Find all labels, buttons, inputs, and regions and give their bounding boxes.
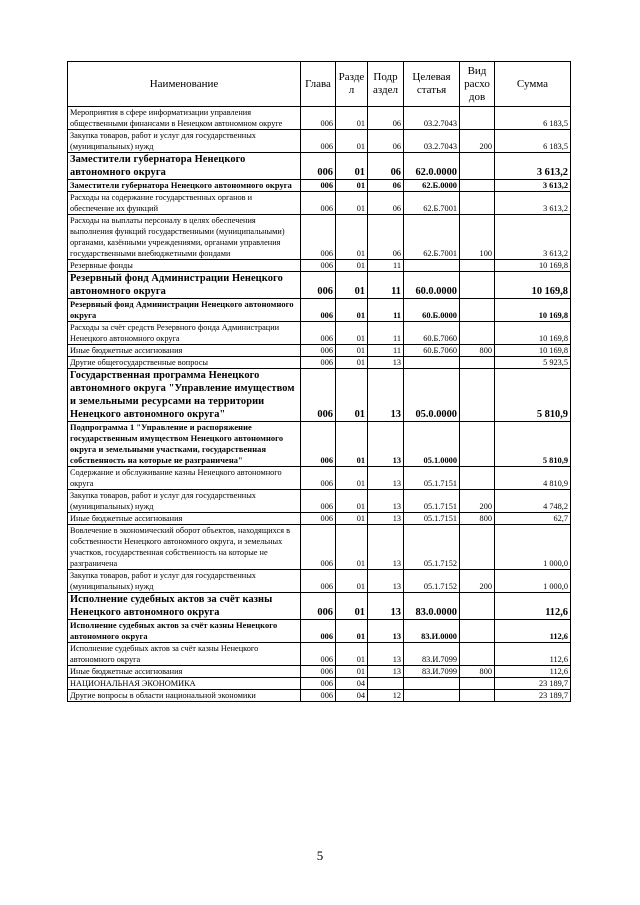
- cell-glava: 006: [301, 643, 336, 666]
- cell-podrazdel: 06: [368, 215, 404, 260]
- cell-glava: 006: [301, 357, 336, 369]
- cell-razdel: 01: [336, 180, 368, 192]
- budget-table: [67, 61, 571, 702]
- cell-summa: 4 748,2: [495, 490, 571, 513]
- cell-statya: 62.Б.7001: [404, 215, 460, 260]
- table-row: [68, 490, 571, 513]
- cell-razdel: 01: [336, 525, 368, 570]
- cell-summa: 10 169,8: [495, 299, 571, 322]
- table-row: [68, 593, 571, 620]
- cell-glava: 006: [301, 490, 336, 513]
- table-row: [68, 299, 571, 322]
- cell-glava: 006: [301, 180, 336, 192]
- table-row: [68, 215, 571, 260]
- cell-razdel: 01: [336, 192, 368, 215]
- table-row: [68, 525, 571, 570]
- cell-razdel: 01: [336, 107, 368, 130]
- table-row: [68, 107, 571, 130]
- cell-name: Иные бюджетные ассигнования: [68, 666, 301, 678]
- cell-razdel: 01: [336, 467, 368, 490]
- cell-glava: 006: [301, 666, 336, 678]
- cell-summa: 10 169,8: [495, 345, 571, 357]
- table-row: [68, 180, 571, 192]
- cell-razdel: 01: [336, 620, 368, 643]
- cell-vid: [460, 107, 495, 130]
- cell-podrazdel: 13: [368, 666, 404, 678]
- table-row: [68, 422, 571, 467]
- cell-name: Закупка товаров, работ и услуг для государственных (муниципальных) нужд: [68, 130, 301, 153]
- table-row: [68, 467, 571, 490]
- cell-vid: [460, 153, 495, 180]
- cell-podrazdel: 11: [368, 345, 404, 357]
- cell-summa: 1 000,0: [495, 570, 571, 593]
- cell-name: Заместители губернатора Ненецкого автономного округа: [68, 153, 301, 180]
- cell-glava: 006: [301, 620, 336, 643]
- header-statya: Целевая статья: [404, 62, 460, 107]
- cell-statya: 05.1.7151: [404, 513, 460, 525]
- cell-statya: 05.1.7152: [404, 525, 460, 570]
- cell-vid: [460, 299, 495, 322]
- cell-name: Государственная программа Ненецкого автономного округа "Управление имуществом и земельными ресурсами на территории Ненецкого автономного округа": [68, 369, 301, 422]
- cell-razdel: 01: [336, 299, 368, 322]
- cell-name: Другие общегосударственные вопросы: [68, 357, 301, 369]
- cell-summa: 4 810,9: [495, 467, 571, 490]
- cell-razdel: 01: [336, 490, 368, 513]
- cell-podrazdel: 13: [368, 593, 404, 620]
- cell-name: Иные бюджетные ассигнования: [68, 513, 301, 525]
- cell-summa: 3 613,2: [495, 192, 571, 215]
- cell-name: НАЦИОНАЛЬНАЯ ЭКОНОМИКА: [68, 678, 301, 690]
- cell-name: Исполнение судебных актов за счёт казны Ненецкого автономного округа: [68, 643, 301, 666]
- cell-statya: 60.Б.0000: [404, 299, 460, 322]
- cell-podrazdel: 13: [368, 369, 404, 422]
- cell-summa: 112,6: [495, 643, 571, 666]
- cell-podrazdel: 11: [368, 272, 404, 299]
- cell-razdel: 01: [336, 215, 368, 260]
- cell-podrazdel: 13: [368, 570, 404, 593]
- cell-vid: [460, 357, 495, 369]
- cell-name: Иные бюджетные ассигнования: [68, 345, 301, 357]
- cell-razdel: 01: [336, 272, 368, 299]
- cell-glava: 006: [301, 260, 336, 272]
- cell-glava: 006: [301, 153, 336, 180]
- cell-podrazdel: 11: [368, 260, 404, 272]
- cell-statya: 03.2.7043: [404, 130, 460, 153]
- cell-vid: 800: [460, 345, 495, 357]
- cell-podrazdel: 11: [368, 322, 404, 345]
- cell-name: Резервный фонд Администрации Ненецкого автономного округа: [68, 272, 301, 299]
- cell-podrazdel: 13: [368, 525, 404, 570]
- cell-podrazdel: 06: [368, 130, 404, 153]
- cell-glava: 006: [301, 215, 336, 260]
- cell-name: Содержание и обслуживание казны Ненецкого автономного округа: [68, 467, 301, 490]
- cell-podrazdel: [368, 678, 404, 690]
- cell-razdel: 01: [336, 570, 368, 593]
- cell-razdel: 01: [336, 357, 368, 369]
- cell-podrazdel: 13: [368, 467, 404, 490]
- table-row: [68, 345, 571, 357]
- cell-vid: [460, 620, 495, 643]
- cell-podrazdel: 13: [368, 620, 404, 643]
- cell-glava: 006: [301, 422, 336, 467]
- cell-podrazdel: 06: [368, 107, 404, 130]
- cell-glava: 006: [301, 272, 336, 299]
- cell-glava: 006: [301, 299, 336, 322]
- cell-statya: 05.1.7151: [404, 467, 460, 490]
- cell-name: Резервный фонд Администрации Ненецкого автономного округа: [68, 299, 301, 322]
- table-row: [68, 643, 571, 666]
- cell-statya: 60.0.0000: [404, 272, 460, 299]
- table-row: [68, 192, 571, 215]
- cell-summa: 10 169,8: [495, 260, 571, 272]
- table-row: [68, 357, 571, 369]
- header-name: Наименование: [68, 62, 301, 107]
- cell-statya: 05.1.0000: [404, 422, 460, 467]
- cell-razdel: 01: [336, 593, 368, 620]
- cell-summa: 3 613,2: [495, 153, 571, 180]
- cell-podrazdel: 13: [368, 513, 404, 525]
- cell-vid: [460, 678, 495, 690]
- cell-razdel: 04: [336, 690, 368, 702]
- cell-vid: 800: [460, 513, 495, 525]
- cell-statya: 05.1.7152: [404, 570, 460, 593]
- cell-razdel: 01: [336, 422, 368, 467]
- cell-summa: 5 810,9: [495, 369, 571, 422]
- cell-statya: 62.0.0000: [404, 153, 460, 180]
- cell-summa: 6 183,5: [495, 130, 571, 153]
- cell-summa: 112,6: [495, 620, 571, 643]
- cell-statya: 60.Б.7060: [404, 345, 460, 357]
- cell-summa: 1 000,0: [495, 525, 571, 570]
- cell-vid: [460, 272, 495, 299]
- cell-vid: 200: [460, 490, 495, 513]
- header-razdel: Разде л: [336, 62, 368, 107]
- cell-razdel: 01: [336, 153, 368, 180]
- cell-summa: 3 613,2: [495, 180, 571, 192]
- cell-podrazdel: 06: [368, 153, 404, 180]
- cell-glava: 006: [301, 678, 336, 690]
- header-summa: Сумма: [495, 62, 571, 107]
- cell-name: Закупка товаров, работ и услуг для государственных (муниципальных) нужд: [68, 490, 301, 513]
- cell-podrazdel: 13: [368, 357, 404, 369]
- cell-glava: 006: [301, 467, 336, 490]
- cell-name: Резервные фонды: [68, 260, 301, 272]
- cell-name: Исполнение судебных актов за счёт казны Ненецкого автономного округа: [68, 620, 301, 643]
- cell-glava: 006: [301, 525, 336, 570]
- cell-statya: 83.0.0000: [404, 593, 460, 620]
- page-number: 5: [316, 848, 324, 863]
- cell-name: Расходы на содержание государственных органов и обеспечение их функций: [68, 192, 301, 215]
- cell-vid: 200: [460, 130, 495, 153]
- cell-vid: 100: [460, 215, 495, 260]
- cell-statya: 83.И.7099: [404, 666, 460, 678]
- table-row: [68, 678, 571, 690]
- cell-podrazdel: 12: [368, 690, 404, 702]
- cell-statya: [404, 260, 460, 272]
- cell-summa: 5 923,5: [495, 357, 571, 369]
- cell-vid: [460, 422, 495, 467]
- cell-razdel: 01: [336, 345, 368, 357]
- cell-podrazdel: 06: [368, 192, 404, 215]
- cell-summa: 23 189,7: [495, 690, 571, 702]
- cell-statya: [404, 357, 460, 369]
- cell-vid: [460, 369, 495, 422]
- cell-name: Подпрограмма 1 "Управление и распоряжение государственным имуществом Ненецкого автономного округа и земельными участками, государственная собственность на которые не разграничена": [68, 422, 301, 467]
- cell-vid: [460, 180, 495, 192]
- cell-vid: [460, 690, 495, 702]
- table-row: [68, 260, 571, 272]
- table-row: [68, 153, 571, 180]
- cell-summa: 5 810,9: [495, 422, 571, 467]
- cell-name: Другие вопросы в области национальной экономики: [68, 690, 301, 702]
- header-podrazdel: Подр аздел: [368, 62, 404, 107]
- cell-statya: 83.И.7099: [404, 643, 460, 666]
- cell-name: Закупка товаров, работ и услуг для государственных (муниципальных) нужд: [68, 570, 301, 593]
- cell-podrazdel: 13: [368, 422, 404, 467]
- table-header-row: [68, 62, 571, 107]
- cell-vid: 200: [460, 570, 495, 593]
- cell-razdel: 01: [336, 130, 368, 153]
- cell-summa: 6 183,5: [495, 107, 571, 130]
- cell-statya: [404, 690, 460, 702]
- cell-statya: 62.Б.7001: [404, 192, 460, 215]
- cell-glava: 006: [301, 322, 336, 345]
- cell-glava: 006: [301, 107, 336, 130]
- table-row: [68, 690, 571, 702]
- cell-statya: 60.Б.7060: [404, 322, 460, 345]
- header-vid: Вид расхо дов: [460, 62, 495, 107]
- cell-razdel: 04: [336, 678, 368, 690]
- cell-razdel: 01: [336, 513, 368, 525]
- cell-razdel: 01: [336, 369, 368, 422]
- cell-vid: [460, 260, 495, 272]
- cell-vid: [460, 467, 495, 490]
- cell-summa: 10 169,8: [495, 322, 571, 345]
- cell-glava: 006: [301, 130, 336, 153]
- cell-vid: [460, 322, 495, 345]
- cell-summa: 112,6: [495, 593, 571, 620]
- table-row: [68, 369, 571, 422]
- header-glava: Глава: [301, 62, 336, 107]
- cell-razdel: 01: [336, 260, 368, 272]
- cell-statya: 05.1.7151: [404, 490, 460, 513]
- cell-podrazdel: 13: [368, 490, 404, 513]
- cell-glava: 006: [301, 369, 336, 422]
- cell-razdel: 01: [336, 322, 368, 345]
- cell-statya: 62.Б.0000: [404, 180, 460, 192]
- cell-name: Расходы на выплаты персоналу в целях обеспечения выполнения функций государственными (муниципальными) органами, казёнными учреждениями, органами управления государственными внебюджетными фондами: [68, 215, 301, 260]
- cell-vid: [460, 525, 495, 570]
- table-row: [68, 570, 571, 593]
- cell-vid: [460, 192, 495, 215]
- cell-podrazdel: 13: [368, 643, 404, 666]
- table-row: [68, 322, 571, 345]
- cell-glava: 006: [301, 345, 336, 357]
- table-row: [68, 666, 571, 678]
- cell-summa: 23 189,7: [495, 678, 571, 690]
- cell-name: Исполнение судебных актов за счёт казны Ненецкого автономного округа: [68, 593, 301, 620]
- cell-summa: 10 169,8: [495, 272, 571, 299]
- cell-statya: 03.2.7043: [404, 107, 460, 130]
- cell-summa: 3 613,2: [495, 215, 571, 260]
- cell-summa: 112,6: [495, 666, 571, 678]
- cell-podrazdel: 11: [368, 299, 404, 322]
- cell-glava: 006: [301, 690, 336, 702]
- cell-podrazdel: 06: [368, 180, 404, 192]
- cell-glava: 006: [301, 593, 336, 620]
- cell-glava: 006: [301, 513, 336, 525]
- cell-statya: 83.И.0000: [404, 620, 460, 643]
- table-body: [68, 107, 571, 702]
- cell-glava: 006: [301, 192, 336, 215]
- cell-glava: 006: [301, 570, 336, 593]
- cell-razdel: 01: [336, 666, 368, 678]
- table-row: [68, 130, 571, 153]
- table-row: [68, 620, 571, 643]
- cell-name: Вовлечение в экономический оборот объектов, находящихся в собственности Ненецкого автономного округа, и земельных участков, государственная собственность на которые не разграничена: [68, 525, 301, 570]
- cell-vid: 800: [460, 666, 495, 678]
- cell-vid: [460, 593, 495, 620]
- cell-razdel: 01: [336, 643, 368, 666]
- cell-statya: 05.0.0000: [404, 369, 460, 422]
- cell-summa: 62,7: [495, 513, 571, 525]
- cell-vid: [460, 643, 495, 666]
- table-row: [68, 513, 571, 525]
- cell-statya: [404, 678, 460, 690]
- cell-name: Заместители губернатора Ненецкого автономного округа: [68, 180, 301, 192]
- cell-name: Расходы за счёт средств Резервного фонда Администрации Ненецкого автономного округа: [68, 322, 301, 345]
- cell-name: Мероприятия в сфере информатизации управления общественными финансами в Ненецком автономном округе: [68, 107, 301, 130]
- table-row: [68, 272, 571, 299]
